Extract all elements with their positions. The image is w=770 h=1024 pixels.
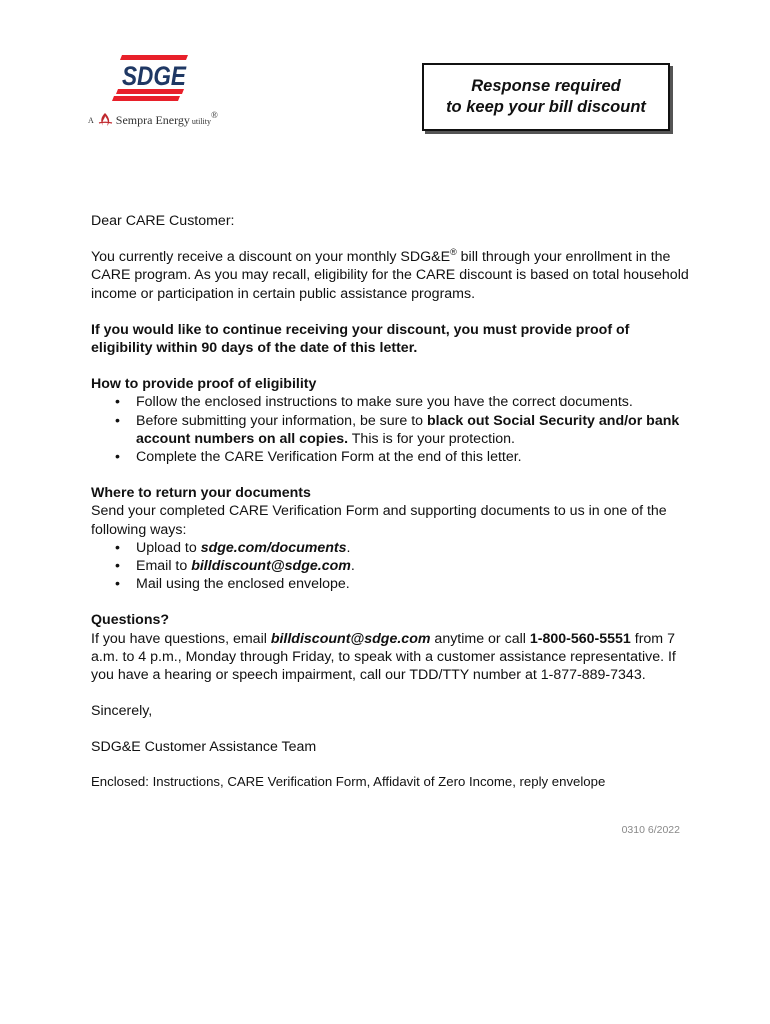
return-heading: Where to return your documents bbox=[91, 485, 311, 502]
upload-prefix: Upload to bbox=[136, 539, 201, 556]
letter-body bbox=[91, 212, 691, 791]
upload-link[interactable]: sdge.com/documents bbox=[200, 539, 347, 556]
salutation: Dear CARE Customer: bbox=[91, 213, 235, 229]
logo-stripe-top bbox=[120, 55, 188, 60]
email-link[interactable]: billdiscount@sdge.com bbox=[191, 558, 351, 575]
proof-item-2-tail: This is for your protection. bbox=[348, 430, 515, 447]
return-intro: Send your completed CARE Verification Form and supporting documents to us in one of the following ways: bbox=[91, 503, 667, 538]
sdge-logo-mark bbox=[88, 52, 228, 112]
intro-paragraph bbox=[91, 248, 691, 303]
logo-stripe-bottom bbox=[112, 96, 180, 101]
form-code: 0310 6/2022 bbox=[621, 824, 680, 836]
enclosed-note: Enclosed: Instructions, CARE Verification Form, Affidavit of Zero Income, reply envelope bbox=[91, 773, 606, 789]
logo-wordmark: SDGE bbox=[122, 61, 187, 91]
tagline-suffix bbox=[191, 109, 218, 126]
email-prefix: Email to bbox=[136, 558, 192, 575]
questions-paragraph bbox=[91, 630, 691, 685]
list-item: • Mail using the enclosed envelope. bbox=[91, 575, 691, 593]
eligibility-warning: If you would like to continue receiving your discount, you must provide proof of eligibility within 90 days of the date of this letter. bbox=[91, 321, 630, 357]
questions-part-3: from 7 a.m. to 4 p.m., Monday through Friday, to speak with a customer assistance representative. If you have a hearing or speech impairment, call our TDD/TTY number at 1-877-889-7343. bbox=[91, 630, 676, 684]
questions-heading: Questions? bbox=[91, 612, 170, 629]
intro-registered-mark: ® bbox=[450, 247, 457, 258]
notice-line-1: Response required bbox=[471, 77, 621, 95]
sempra-flame-icon bbox=[96, 111, 114, 129]
notice-line-2: to keep your bill discount bbox=[446, 98, 646, 116]
list-item bbox=[91, 557, 691, 575]
return-list bbox=[91, 539, 691, 594]
list-item: • Follow the enclosed instructions to make sure you have the correct documents. bbox=[91, 393, 691, 411]
signature: SDG&E Customer Assistance Team bbox=[91, 739, 317, 756]
intro-part-2: bill through your enrollment in the CARE program. As you may recall, eligibility for the CARE discount is based on total household income or participation in certain public assistance programs. bbox=[91, 249, 689, 302]
list-item bbox=[91, 539, 691, 557]
email-period: . bbox=[350, 558, 355, 575]
proof-list bbox=[91, 393, 691, 466]
tagline-brand: Sempra Energy bbox=[115, 112, 190, 127]
list-item bbox=[91, 412, 691, 448]
proof-item-2-text: Before submitting your information, be sure to bbox=[136, 412, 427, 429]
questions-email-link[interactable]: billdiscount@sdge.com bbox=[270, 630, 431, 647]
closing: Sincerely, bbox=[91, 703, 153, 720]
logo-tagline bbox=[88, 111, 218, 129]
list-item: • Complete the CARE Verification Form at the end of this letter. bbox=[91, 448, 691, 466]
intro-part-1: You currently receive a discount on your monthly SDG&E bbox=[91, 249, 451, 266]
tagline-prefix: A bbox=[88, 115, 94, 125]
tagline-utility: utility bbox=[191, 116, 211, 126]
questions-phone: 1-800-560-5551 bbox=[529, 630, 631, 647]
registered-mark: ® bbox=[211, 109, 218, 120]
proof-item-2-bold: black out Social Security and/or bank account numbers on all copies. bbox=[136, 412, 680, 447]
questions-part-1: If you have questions, email bbox=[91, 630, 271, 647]
response-required-box bbox=[422, 63, 670, 131]
upload-period: . bbox=[346, 539, 351, 556]
questions-part-2: anytime or call bbox=[430, 630, 530, 647]
proof-heading: How to provide proof of eligibility bbox=[91, 376, 317, 393]
